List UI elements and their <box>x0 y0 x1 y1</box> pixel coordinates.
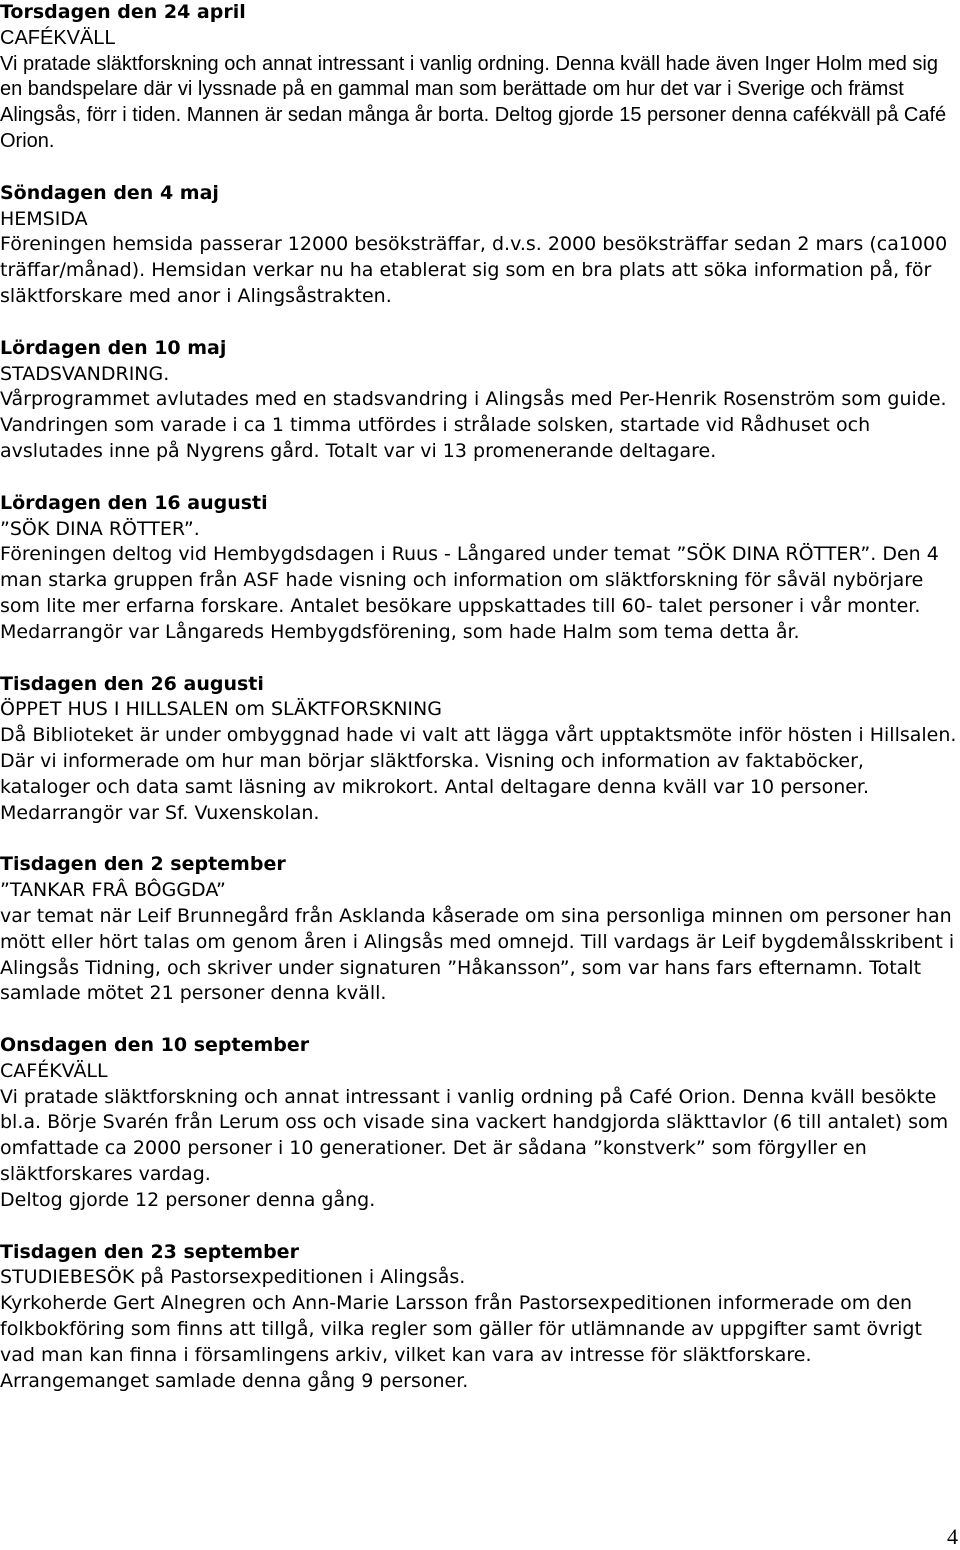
entry-title: ”SÖK DINA RÖTTER”. <box>0 517 200 540</box>
entry-title: STADSVANDRING. <box>0 362 170 385</box>
entry-body: Vi pratade släktforskning och annat intressant i vanlig ordning. Denna kväll hade även Inger Holm med sig en bandspelare där vi lyssnade på en gammal man som berättade om hur det var i Sverige och främst Alingsås, förr i tiden. Mannen är sedan många år borta. Deltog gjorde 15 personer denna cafékväll på Café Orion. <box>0 52 947 152</box>
entry-date: Lördagen den 10 maj <box>0 336 227 359</box>
entry-title: HEMSIDA <box>0 207 88 230</box>
entry-title: STUDIEBESÖK på Pastorsexpeditionen i Alingsås. <box>0 1266 466 1289</box>
entry-april-24 <box>0 0 958 155</box>
entry-date: Tisdagen den 2 september <box>0 853 286 876</box>
page-number: 4 <box>947 1524 958 1549</box>
entry-title: ÖPPET HUS I HILLSALEN om SLÄKTFORSKNING <box>0 698 442 721</box>
entry-title: CAFÉKVÄLL <box>0 26 116 49</box>
entry-date: Söndagen den 4 maj <box>0 181 219 204</box>
entry-body: Kyrkoherde Gert Alnegren och Ann-Marie Larsson från Pastorsexpeditionen informerade om den folkbokföring som finns att tillgå, vilka regler som gäller för utlämnande av uppgifter samt övrigt vad man kan finna i församlingens arkiv, vilket kan vara av intresse för släktforskare. Arrangemanget samlade denna gång 9 personer. <box>0 1292 922 1392</box>
entry-body: Vi pratade släktforskning och annat intressant i vanlig ordning på Café Orion. Denna kväll besökte bl.a. Börje Svarén från Lerum oss och visade sina vackert handgjorda släkttavlor (6 till antalet) som omfattade ca 2000 personer i 10 generationer. Det är sådana ”konstverk” som förgyller en släktforskares vardag. <box>0 1085 949 1186</box>
entry-september-10 <box>0 1033 958 1214</box>
entry-body: Vårprogrammet avlutades med en stadsvandring i Alingsås med Per-Henrik Rosenström som guide. Vandringen som varade i ca 1 timma utfördes i strålade solsken, startade vid Rådhuset och avslutades inne på Nygrens gård. Totalt var vi 13 promenerande deltagare. <box>0 388 947 462</box>
entry-date: Lördagen den 16 augusti <box>0 491 268 514</box>
entry-august-26 <box>0 672 958 827</box>
entry-body-attendance: Deltog gjorde 12 personer denna gång. <box>0 1188 376 1211</box>
entry-date: Tisdagen den 23 september <box>0 1240 299 1263</box>
entry-may-10 <box>0 336 958 465</box>
entry-body: Då Biblioteket är under ombyggnad hade vi valt att lägga vårt upptaktsmöte inför hösten i Hillsalen. Där vi informerade om hur man börjar släktforska. Visning och information av faktaböcker, kataloger och data samt läsning av mikrokort. Antal deltagare denna kväll var 10 personer. Medarrangör var Sf. Vuxenskolan. <box>0 724 957 824</box>
entry-title: ”TANKAR FRÂ BÔGGDA” <box>0 879 226 902</box>
entry-august-16 <box>0 491 958 646</box>
entry-date: Torsdagen den 24 april <box>0 1 246 23</box>
entry-body: Föreningen hemsida passerar 12000 besöksträffar, d.v.s. 2000 besöksträffar sedan 2 mars (ca1000 träffar/månad). Hemsidan verkar nu ha etablerat sig som en bra plats att söka information på, för släktforskare med anor i Alingsåstrakten. <box>0 233 948 307</box>
entry-september-2 <box>0 852 958 1007</box>
entry-date: Tisdagen den 26 augusti <box>0 672 264 695</box>
entry-september-23 <box>0 1240 958 1395</box>
entry-date: Onsdagen den 10 september <box>0 1034 310 1057</box>
entry-may-4 <box>0 181 958 310</box>
entry-body: var temat när Leif Brunnegård från Asklanda kåserade om sina personliga minnen om personer han mött eller hört talas om genom åren i Alingsås med omnejd. Till vardags är Leif bygdemålsskribent i Alingsås Tidning, och skriver under signaturen ”Håkansson”, som var hans fars efternamn. Totalt samlade mötet 21 personer denna kväll. <box>0 904 955 1005</box>
entry-title: CAFÉKVÄLL <box>0 1059 108 1082</box>
entry-body: Föreningen deltog vid Hembygdsdagen i Ruus - Långared under temat ”SÖK DINA RÖTTER”. Den 4 man starka gruppen från ASF hade visning och information om släktforskning för såväl nybörjare som lite mer erfarna forskare. Antalet besökare uppskattades till 60- talet personer i vår monter. Medarrangör var Långareds Hembygdsförening, som hade Halm som tema detta år. <box>0 543 939 643</box>
